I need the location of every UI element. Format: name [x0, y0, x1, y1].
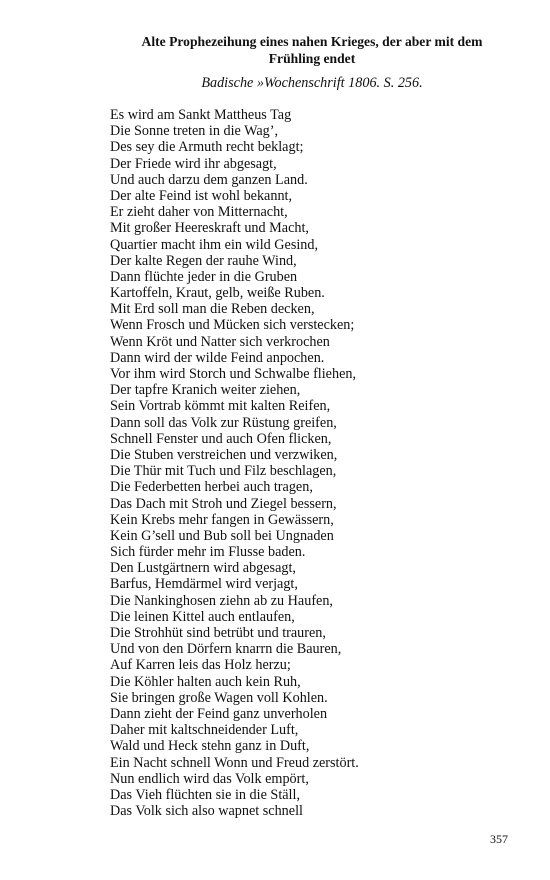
poem-line: Wald und Heck stehn ganz in Duft, [110, 738, 310, 755]
poem-line: Dann wird der wilde Feind anpochen. [110, 349, 325, 366]
poem-line: Die Federbetten herbei auch tragen, [110, 479, 313, 496]
poem-line: Kein G’sell und Bub soll bei Ungnaden [110, 527, 334, 544]
poem-title-line-1: Alte Prophezeihung eines nahen Krieges, der aber mit dem [141, 34, 483, 49]
poem-line: Der alte Feind ist wohl bekannt, [110, 187, 293, 204]
poem-line: Sie bringen große Wagen voll Kohlen. [110, 689, 328, 706]
poem-line: Er zieht daher von Mitternacht, [110, 204, 288, 221]
poem-line: Das Dach mit Stroh und Ziegel bessern, [110, 495, 337, 512]
poem-line: Der kalte Regen der rauhe Wind, [110, 252, 297, 269]
poem-line: Und von den Dörfern knarrn die Bauren, [110, 641, 342, 658]
poem-line: Die Köhler halten auch kein Ruh, [110, 673, 301, 690]
poem-line: Auf Karren leis das Holz herzu; [110, 657, 291, 674]
poem-line: Dann soll das Volk zur Rüstung greifen, [110, 414, 337, 431]
poem-source: Badische »Wochenschrift 1806. S. 256. [201, 75, 423, 91]
poem-line: Mit großer Heereskraft und Macht, [110, 220, 309, 237]
poem-title [110, 34, 514, 67]
poem-line: Der tapfre Kranich weiter ziehen, [110, 382, 301, 399]
poem-title-line-2: Frühling endet [268, 50, 356, 66]
poem-line: Die Sonne treten in die Wag’, [110, 123, 279, 140]
poem-line: Die Stuben verstreichen und verzwiken, [110, 446, 338, 463]
poem-line: Dann flüchte jeder in die Gruben [110, 268, 298, 285]
poem-line: Wenn Kröt und Natter sich verkrochen [110, 333, 330, 350]
poem-line: Barfus, Hemdärmel wird verjagt, [110, 576, 298, 593]
poem-line: Das Volk sich also wapnet schnell [110, 803, 303, 820]
poem-line: Kein Krebs mehr fangen in Gewässern, [110, 511, 334, 528]
poem-line: Den Lustgärtnern wird abgesagt, [110, 560, 296, 577]
poem-line: Dann zieht der Feind ganz unverholen [110, 705, 328, 722]
poem-line: Kartoffeln, Kraut, gelb, weiße Ruben. [110, 285, 325, 302]
poem-line: Die Nankinghosen ziehn ab zu Haufen, [110, 592, 333, 609]
poem-line: Sein Vortrab kömmt mit kalten Reifen, [110, 398, 331, 415]
poem-line: Es wird am Sankt Mattheus Tag [110, 107, 292, 123]
poem-line: Die Strohhüt sind betrübt und trauren, [110, 625, 326, 641]
poem-line: Vor ihm wird Storch und Schwalbe fliehen, [110, 366, 357, 382]
poem-line: Des sey die Armuth recht beklagt; [110, 139, 304, 156]
poem-line: Mit Erd soll man die Reben decken, [110, 301, 315, 318]
poem-line: Nun endlich wird das Volk empört, [110, 770, 309, 787]
poem-line: Wenn Frosch und Mücken sich verstecken; [110, 317, 355, 334]
poem-line: Und auch darzu dem ganzen Land. [110, 171, 308, 188]
poem-line: Die Thür mit Tuch und Filz beschlagen, [110, 463, 337, 480]
poem-line: Schnell Fenster und auch Ofen flicken, [110, 430, 332, 447]
poem-line: Quartier macht ihm ein wild Gesind, [110, 236, 319, 253]
poem-line: Der Friede wird ihr abgesagt, [110, 155, 277, 172]
page-number: 357 [490, 832, 508, 846]
poem-line: Das Vieh flüchten sie in die Ställ, [110, 786, 300, 803]
poem-line: Die leinen Kittel auch entlaufen, [110, 608, 295, 625]
poem-body [110, 107, 359, 819]
poem-line: Daher mit kaltschneidender Luft, [110, 722, 299, 739]
poem-line: Ein Nacht schnell Wonn und Freud zerstört. [110, 754, 359, 771]
poem-line: Sich fürder mehr im Flusse baden. [110, 544, 306, 561]
